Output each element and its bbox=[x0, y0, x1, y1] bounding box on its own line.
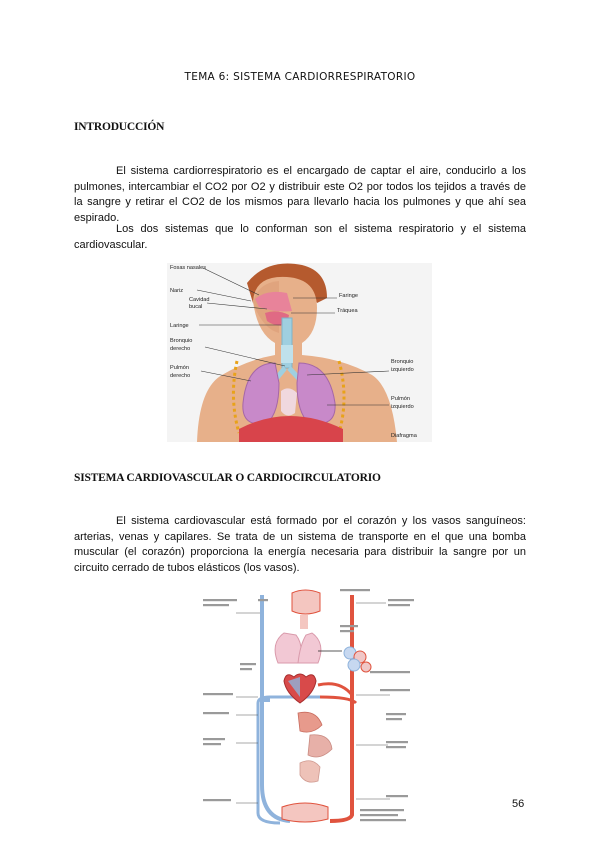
respiratory-illustration bbox=[167, 263, 432, 442]
label-diafragma: Diafragma bbox=[391, 433, 417, 439]
label-pulmon-i-1: Pulmón bbox=[391, 396, 410, 402]
respiratory-system-figure bbox=[167, 263, 432, 442]
cardio-heading: SISTEMA CARDIOVASCULAR O CARDIOCIRCULATORIO bbox=[74, 472, 381, 484]
label-traquea: Tráquea bbox=[337, 308, 358, 314]
label-bronquio-d-2: derecho bbox=[170, 346, 191, 352]
page-number: 56 bbox=[512, 798, 525, 810]
label-cavidad-2: bucal bbox=[189, 304, 203, 310]
intro-paragraph-1: El sistema cardiorrespiratorio es el encargado de captar el aire, conducirlo a los pulmones, intercambiar el CO2 por O2 y distribuir este O2 por todos los tejidos a través de la sangre y retirar el CO2 de los mismos para llevarlo hacia los pulmones y que ahí sea espirado. bbox=[74, 165, 526, 224]
label-fosas: Fosas nasales bbox=[170, 265, 207, 271]
label-pulmon-i-2: izquierdo bbox=[391, 404, 414, 410]
page-title: TEMA 6: SISTEMA CARDIORRESPIRATORIO bbox=[184, 71, 416, 83]
label-pulmon-d-1: Pulmón bbox=[170, 365, 189, 371]
label-laringe: Laringe bbox=[170, 323, 189, 329]
circulatory-system-figure bbox=[200, 585, 415, 825]
label-bronquio-d-1: Bronquio bbox=[170, 338, 193, 344]
cardio-paragraph: El sistema cardiovascular está formado por el corazón y los vasos sanguíneos: arterias, venas y capilares. Se trata de un sistema de transporte en el que una bomba muscular (el corazón) proporciona la energía necesaria para distribuir la sangre por un circuito cerrado de tubos elásticos (los vasos). bbox=[74, 515, 526, 574]
label-bronquio-i-2: izquierdo bbox=[391, 367, 414, 373]
intro-heading: INTRODUCCIÓN bbox=[74, 121, 165, 133]
label-nariz: Nariz bbox=[170, 288, 184, 294]
intro-paragraph-2: Los dos sistemas que lo conforman son el sistema respiratorio y el sistema cardiovascular. bbox=[74, 223, 526, 251]
label-faringe: Faringe bbox=[339, 293, 358, 299]
circulatory-illustration bbox=[200, 585, 415, 825]
label-bronquio-i-1: Bronquio bbox=[391, 359, 414, 365]
label-pulmon-d-2: derecho bbox=[170, 373, 191, 379]
label-cavidad-1: Cavidad bbox=[189, 297, 210, 303]
